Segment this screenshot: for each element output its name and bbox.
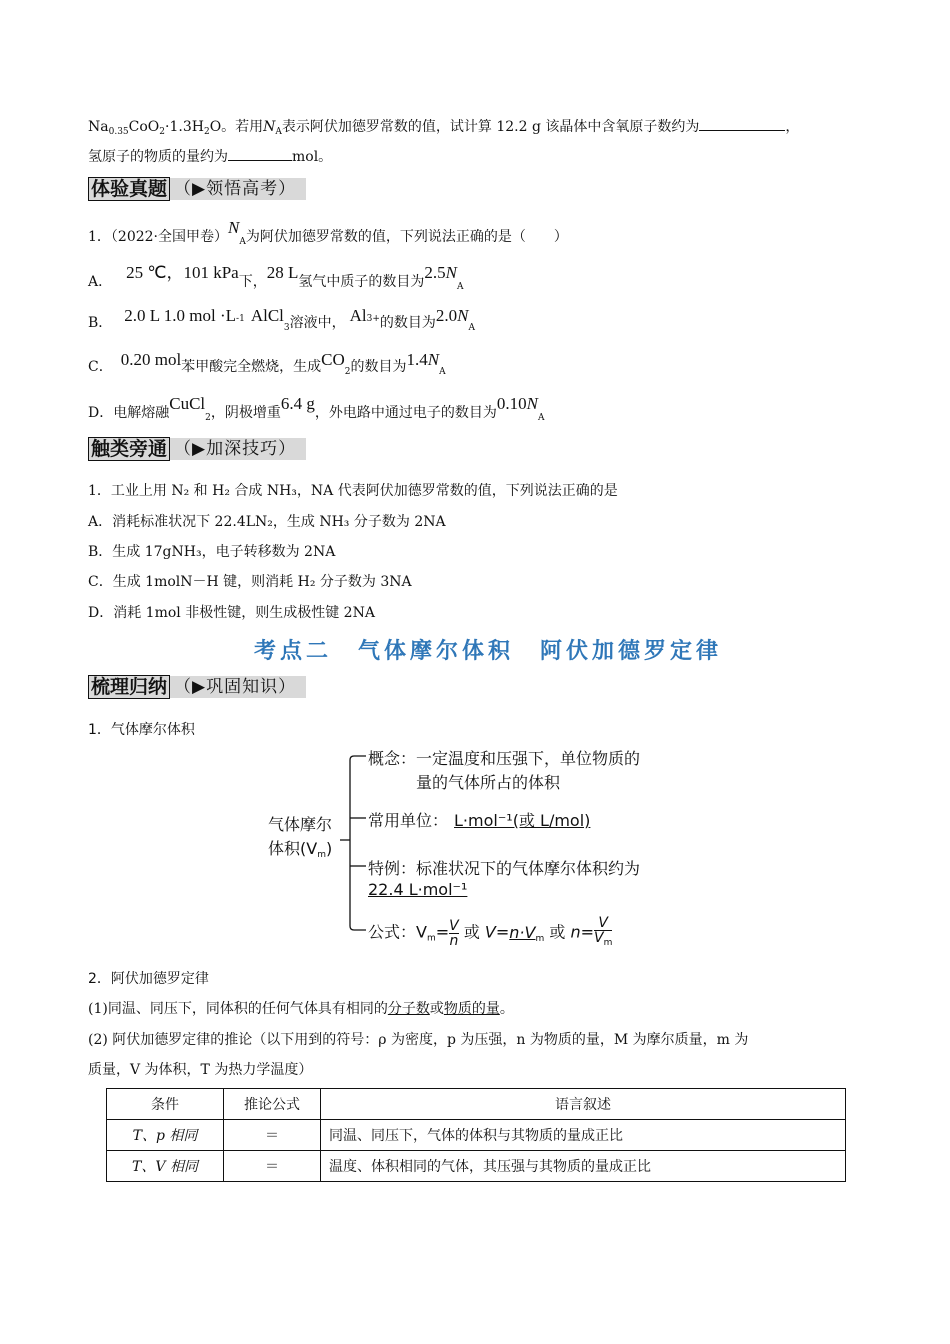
question-source: 1．（2022·全国甲卷） xyxy=(88,229,228,245)
cell-condition: T、V 相同 xyxy=(107,1151,224,1182)
question-stem: 为阿伏加德罗常数的值，下列说法正确的是（ ） xyxy=(245,229,568,245)
header-description: 语言叙述 xyxy=(321,1089,846,1120)
topic-title: 考点二 气体摩尔体积 阿伏加德罗定律 xyxy=(254,639,723,664)
option-c-value: 1.4 xyxy=(406,350,428,369)
option-c-text: 苯甲酸完全燃烧，生成 xyxy=(181,359,322,375)
answer-amount-of-substance: 物质的量 xyxy=(443,1001,500,1017)
option-a-condition: 25 ℃，101 kPa xyxy=(126,263,239,282)
unit-mol: mol。 xyxy=(292,149,333,165)
q2-option-d: D．消耗 1mol 非极性键，则生成极性键 2NA xyxy=(88,605,375,621)
option-d: D．电解熔融CuCl$_2$，阴极增重6.4 g，外电路中通过电子的数目为$0.10N_A$ xyxy=(88,394,545,423)
q2-option-b: B．生成 17gNH₃，电子转移数为 2NA xyxy=(88,544,336,560)
intro-line-2 xyxy=(88,146,332,166)
cell-description: 同温、同压下，气体的体积与其物质的量成正比 xyxy=(321,1120,846,1151)
law-paragraph-2-line1: (2) 阿伏加德罗定律的推论（以下用到的符号：ρ 为密度，p 为压强，n 为物质的量，M 为摩尔质量，m 为 xyxy=(88,1032,749,1048)
law-paragraph-2-line2: 质量，V 为体积，T 为热力学温度） xyxy=(88,1062,313,1078)
q2-option-a: A．消耗标准状况下 22.4LN₂，生成 NH₃ 分子数为 2NA xyxy=(88,514,446,530)
branch-formula: 公式：$V_m=$ $\frac{V}{n}$ 或 $V=n\cdot V_m$ 或 n= $\frac{V}{V_m}$ xyxy=(368,915,613,949)
option-label: A． xyxy=(88,274,113,290)
table-row xyxy=(107,1120,846,1151)
section-header-analogy xyxy=(88,436,306,462)
section-subtitle: （▶巩固知识） xyxy=(170,676,306,698)
item-molar-volume: 1．气体摩尔体积 xyxy=(88,722,195,738)
law-paragraph-1: (1)同温、同压下，同体积的任何气体具有相同的分子数或物质的量。 xyxy=(88,1001,514,1017)
option-b-value: 2.0 xyxy=(435,306,458,325)
option-a-text: 下， xyxy=(238,274,267,290)
option-b: B． 2.0 L 1.0 mol $\cdot L^{-1}$ AlCl$_3$溶液中， $Al^{3+}$的数目为$2.0N_A$ xyxy=(88,306,475,333)
cell-condition: T、p 相同 xyxy=(107,1120,224,1151)
section-header-summary xyxy=(88,674,306,700)
option-b-conc: 2.0 L 1.0 mol ·L xyxy=(124,306,237,325)
branch-special-value: 22.4 L·mol⁻¹ xyxy=(368,880,468,899)
option-a-text2: 氢气中质子的数目为 xyxy=(298,274,425,290)
answer-molecule-number: 分子数 xyxy=(387,1001,430,1017)
crystal-formula: $Na_{0.35}CoO_2\cdot 1.3H_2O$ xyxy=(88,119,222,137)
option-b-text2: 的数目为 xyxy=(379,315,436,331)
branch-concept-line2: 量的气体所占的体积 xyxy=(416,773,561,792)
question-1-head: 1．（2022·全国甲卷）$N_A$为阿伏加德罗常数的值，下列说法正确的是（ ） xyxy=(88,218,568,247)
unit-value: L·mol⁻¹(或 L/mol) xyxy=(454,811,591,830)
branch-concept-line1: 概念：一定温度和压强下，单位物质的 xyxy=(368,749,641,768)
intro-text: 。若用 xyxy=(221,119,264,135)
na-sub: A xyxy=(275,127,282,137)
item-avogadro-law: 2．阿伏加德罗定律 xyxy=(88,971,209,987)
option-d-text2: ，外电路中通过电子的数目为 xyxy=(314,405,497,421)
option-d-mass: 6.4 g xyxy=(280,394,315,413)
intro-comma: ， xyxy=(785,119,800,135)
option-a: A． 25 ℃，101 kPa下，28 L氢气中质子的数目为$2.5N_A$ xyxy=(88,263,464,292)
question-2-head: 1．工业上用 N₂ 和 H₂ 合成 NH₃，NA 代表阿伏加德罗常数的值，下列说法正确的是 xyxy=(88,483,618,499)
table-row xyxy=(107,1151,846,1182)
option-d-salt: CuCl xyxy=(169,394,206,413)
hydrogen-question: 氢原子的物质的量约为 xyxy=(88,149,228,165)
table-header-row xyxy=(107,1089,846,1120)
diagram-root-line2: 体积$(V_m)$ xyxy=(268,839,333,860)
inference-table xyxy=(106,1088,846,1182)
cell-formula: ＝ xyxy=(224,1151,321,1182)
cell-formula: ＝ xyxy=(224,1120,321,1151)
branch-special-line1: 特例：标准状况下的气体摩尔体积约为 xyxy=(368,859,641,878)
option-label: C． xyxy=(88,359,113,375)
section-header-real-exam xyxy=(88,176,306,202)
section-title: 体验真题 xyxy=(88,177,170,201)
na-symbol: N xyxy=(263,119,276,135)
option-c-amount: 0.20 mol xyxy=(120,350,182,369)
option-c: C． 0.20 mol苯甲酸完全燃烧，生成$CO_2$的数目为$1.4N_A$ xyxy=(88,350,446,377)
option-b-text: 溶液中， xyxy=(289,315,346,331)
option-c-product: CO xyxy=(321,350,345,369)
section-title: 触类旁通 xyxy=(88,437,170,461)
section-subtitle: （▶加深技巧） xyxy=(170,438,306,460)
intro-question: 表示阿伏加德罗常数的值，试计算 12.2 g 该晶体中含氧原子数约为 xyxy=(281,119,700,135)
header-formula: 推论公式 xyxy=(224,1089,321,1120)
option-a-value: 2.5 xyxy=(424,263,446,282)
section-title: 梳理归纳 xyxy=(88,675,170,699)
header-condition: 条件 xyxy=(107,1089,224,1120)
section-subtitle: （▶领悟高考） xyxy=(170,178,306,200)
option-b-salt: AlCl xyxy=(250,306,284,325)
intro-line-1 xyxy=(88,116,799,137)
brace-lines xyxy=(340,748,370,938)
cell-description: 温度、体积相同的气体，其压强与其物质的量成正比 xyxy=(321,1151,846,1182)
na-symbol: N xyxy=(228,218,240,237)
branch-unit: 常用单位： L·mol⁻¹(或 L/mol) xyxy=(368,811,591,830)
diagram-root-line1: 气体摩尔 xyxy=(268,815,333,834)
option-label: B． xyxy=(88,315,113,331)
option-b-ion: Al xyxy=(349,306,367,325)
option-c-text2: 的数目为 xyxy=(350,359,407,375)
answer-blank-hydrogen[interactable] xyxy=(228,146,292,161)
answer-blank-oxygen[interactable] xyxy=(699,116,785,131)
option-d-text: ，阴极增重 xyxy=(210,405,281,421)
option-a-volume: 28 L xyxy=(266,263,299,282)
q2-option-c: C．生成 1molN－H 键，则消耗 H₂ 分子数为 3NA xyxy=(88,574,412,590)
option-label: D．电解熔融 xyxy=(88,405,170,421)
option-d-value: 0.10 xyxy=(496,394,527,413)
